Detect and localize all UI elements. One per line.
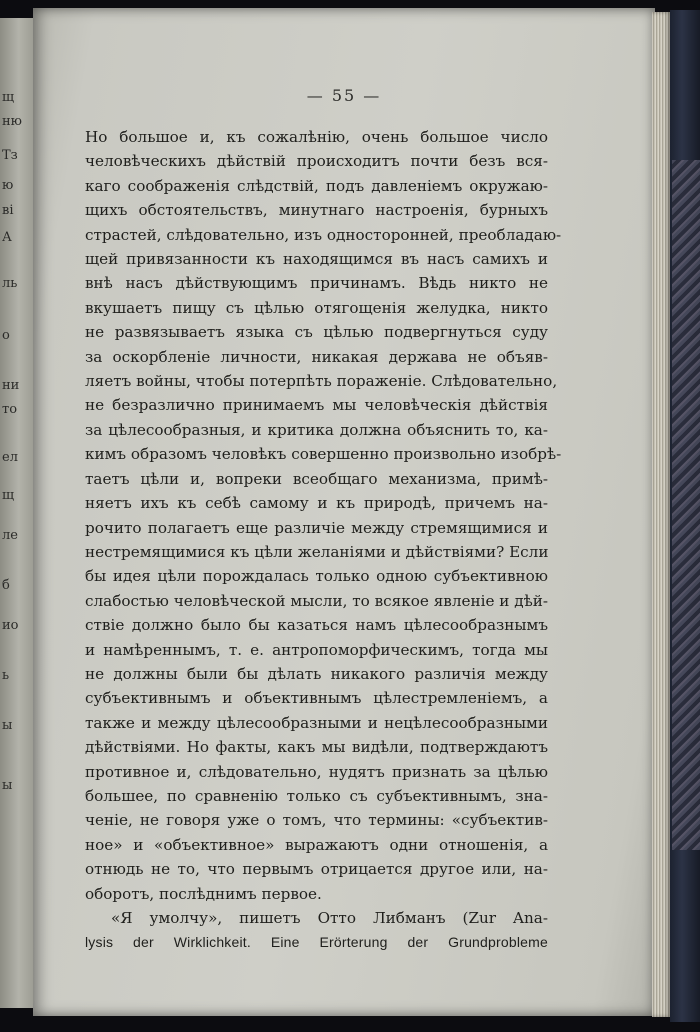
text-line: няетъ ихъ къ себѣ самому и къ природѣ, причемъ на- <box>85 494 548 513</box>
fragment: ы <box>2 718 13 733</box>
book-page <box>33 8 655 1016</box>
text-line: таетъ цѣли и, вопреки всеобщаго механизма, примѣ- <box>85 469 548 488</box>
text-line: отнюдь не то, что первымъ отрицается другое или, на- <box>85 860 548 879</box>
text-line: не безразлично принимаемъ мы человѣческія дѣйствія <box>85 396 548 415</box>
text-line: не должны были бы дѣлать никакого различія между <box>85 664 548 683</box>
text-line: Но большое и, къ сожалѣнію, очень большое число <box>85 128 548 146</box>
text-line: противное и, слѣдовательно, нудятъ признать за цѣлью <box>85 762 548 781</box>
text-line: оборотъ, послѣднимъ первое. <box>85 884 322 903</box>
fragment: ни <box>2 378 20 393</box>
text-line: слабостью человѣческой мысли, то всякое явленіе и дѣй- <box>85 591 548 610</box>
text-line: бы идея цѣли порождалась только одною субъективною <box>85 567 548 586</box>
text-line: за оскорбленіе личности, никакая держава не объяв- <box>85 347 548 366</box>
fragment: ы <box>2 778 13 793</box>
text-line: не развязываетъ языка съ цѣлью подвергнуться суду <box>85 323 548 342</box>
text-line: субъективнымъ и объективнымъ цѣлестремленіемъ, а <box>85 689 548 708</box>
marbled-cover-pattern <box>672 160 700 850</box>
text-line: щей привязанности къ находящимся въ насъ самихъ и <box>85 250 548 269</box>
body-text <box>85 125 562 955</box>
fragment: б <box>2 578 10 593</box>
fragment: ле <box>2 528 18 543</box>
text-line: «Я умолчу», пишетъ Отто Либманъ (Zur Ana- <box>111 909 548 927</box>
text-line: ляетъ войны, чтобы потерпѣть пораженіе. Слѣдовательно, <box>85 372 558 391</box>
text-line: вкушаетъ пищу съ цѣлью отягощенія желудка, никто <box>85 298 548 317</box>
text-line: и намѣреннымъ, т. е. антропоморфическимъ, тогда мы <box>85 640 548 659</box>
text-line: ствіе должно было бы казаться намъ цѣлесообразнымъ <box>85 616 548 635</box>
text-line: внѣ насъ дѣйствующимъ причинамъ. Вѣдь никто не <box>85 274 548 293</box>
text-line: кимъ образомъ человѣкъ совершенно произвольно изобрѣ- <box>85 445 562 464</box>
text-line: страстей, слѣдовательно, изъ односторонней, преобладаю- <box>85 225 562 244</box>
text-line: lysis der Wirklichkeit. Eine Erörterung der Grundprobleme <box>85 934 548 951</box>
text-line: также и между цѣлесообразными и нецѣлесообразными <box>85 713 548 732</box>
previous-page-edge <box>0 18 34 1008</box>
fragment: ь <box>2 668 10 683</box>
text-line: дѣйствіями. Но факты, какъ мы видѣли, подтверждаютъ <box>85 738 548 757</box>
fragment: ль <box>2 276 18 291</box>
fragment: ио <box>2 618 19 633</box>
fragment: Тз <box>2 148 18 163</box>
text-line: человѣческихъ дѣйствій происходитъ почти безъ вся- <box>85 152 548 171</box>
fragment: то <box>2 402 18 417</box>
text-line: ченіе, не говоря уже о томъ, что термины: «субъектив- <box>85 811 548 830</box>
fragment: ю <box>2 178 14 193</box>
text-line: щихъ обстоятельствъ, минутнаго настроенія, бурныхъ <box>85 201 548 220</box>
text-line: большее, по сравненію только съ субъективнымъ, зна- <box>85 786 548 805</box>
fragment: А <box>2 230 12 245</box>
text-line: нестремящимися къ цѣли желаніями и дѣйствіями? Если <box>85 542 549 561</box>
text-line: ное» и «объективное» выражаютъ одни отношенія, а <box>85 835 548 854</box>
text-line: каго соображенія слѣдствій, подъ давленіемъ окружаю- <box>85 176 548 195</box>
fragment: ню <box>2 114 22 129</box>
fragment: ві <box>2 203 14 218</box>
page-number: — 55 — <box>306 86 382 105</box>
page-stack-edge <box>652 12 670 1017</box>
text-line: рочито полагаетъ еще различіе между стремящимися и <box>85 518 548 537</box>
fragment: ел <box>2 450 18 465</box>
fragment: щ <box>2 90 15 105</box>
fragment: о <box>2 328 10 343</box>
fragment: щ <box>2 488 15 503</box>
text-line: за цѣлесообразныя, и критика должна объяснить то, ка- <box>85 420 548 439</box>
